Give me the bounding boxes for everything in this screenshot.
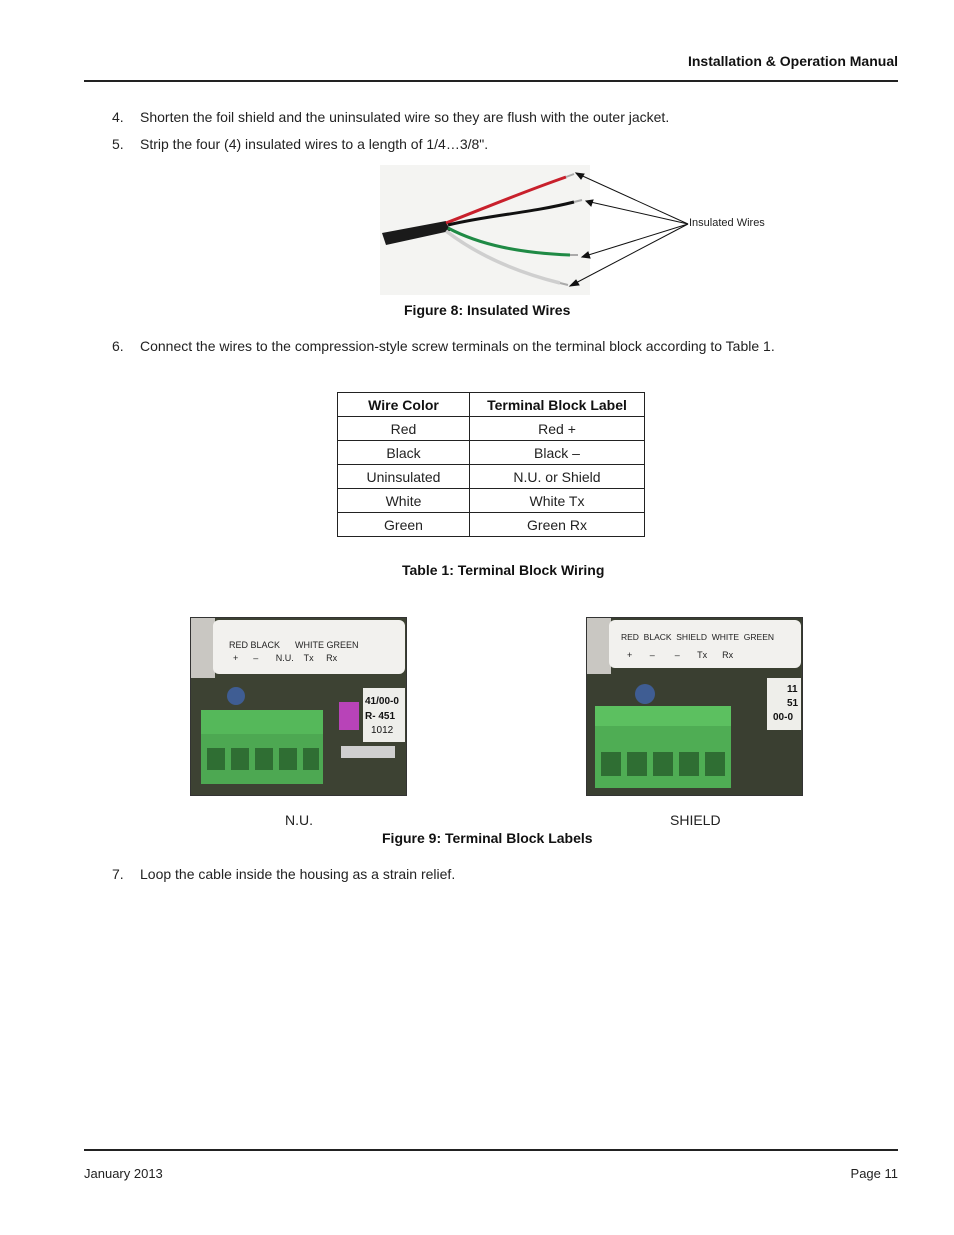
header-pins xyxy=(341,746,395,758)
step-5 xyxy=(112,136,488,152)
step-6 xyxy=(112,338,775,354)
table-cell: Uninsulated xyxy=(338,465,470,489)
table-row xyxy=(338,513,645,537)
table-cell: Red + xyxy=(470,417,645,441)
footer-page-number: Page 11 xyxy=(850,1166,898,1181)
header-rule xyxy=(84,80,898,82)
terminal-block-illustration xyxy=(587,618,802,795)
table-cell: Black xyxy=(338,441,470,465)
figure-9-caption: Figure 9: Terminal Block Labels xyxy=(382,830,593,846)
step-number: 4. xyxy=(112,109,124,125)
terminal-block-top xyxy=(595,706,731,726)
terminal-wiring-table xyxy=(337,392,645,537)
potentiometer xyxy=(227,687,245,705)
step-4 xyxy=(112,109,669,125)
table-cell: Green xyxy=(338,513,470,537)
table-cell: Black – xyxy=(470,441,645,465)
table-cell: N.U. or Shield xyxy=(470,465,645,489)
board-text: 00-0 xyxy=(773,712,794,723)
chip-component xyxy=(339,702,359,730)
table-row xyxy=(338,465,645,489)
table-cell: White xyxy=(338,489,470,513)
board-text: 11 xyxy=(787,684,798,695)
table-cell: Green Rx xyxy=(470,513,645,537)
insulated-wires-callout: Insulated Wires xyxy=(689,217,765,229)
step-text: Connect the wires to the compression-style screw terminals on the terminal block according to Table 1. xyxy=(140,338,775,354)
step-number: 7. xyxy=(112,866,124,882)
terminal-block-top xyxy=(201,710,323,734)
label-symbols: + – – Tx Rx xyxy=(627,650,734,660)
potentiometer xyxy=(635,684,655,704)
label-colors: RED BLACK SHIELD WHITE GREEN xyxy=(621,632,775,642)
footer-date: January 2013 xyxy=(84,1166,163,1181)
step-text: Shorten the foil shield and the uninsulated wire so they are flush with the outer jacket. xyxy=(140,109,670,125)
label-sticker xyxy=(609,620,801,668)
column-header: Wire Color xyxy=(338,393,470,417)
photo-label-shield: SHIELD xyxy=(670,812,721,828)
board-text: 51 xyxy=(787,698,799,709)
step-7 xyxy=(112,866,455,882)
label-symbols: + – N.U. Tx Rx xyxy=(233,653,338,663)
step-number: 6. xyxy=(112,338,124,354)
board-text: 41/00-0 xyxy=(365,696,399,707)
table-cell: White Tx xyxy=(470,489,645,513)
table-1-caption: Table 1: Terminal Block Wiring xyxy=(402,562,605,578)
table-row xyxy=(338,489,645,513)
table-row xyxy=(338,417,645,441)
insulated-wires-photo xyxy=(380,165,700,295)
column-header: Terminal Block Label xyxy=(470,393,645,417)
step-number: 5. xyxy=(112,136,124,152)
step-text: Strip the four (4) insulated wires to a length of 1/4…3/8". xyxy=(140,136,489,152)
footer-rule xyxy=(84,1149,898,1151)
table-row xyxy=(338,441,645,465)
table-header-row xyxy=(338,393,645,417)
terminal-block-photo-nu xyxy=(190,617,407,796)
photo-label-nu: N.U. xyxy=(285,812,313,828)
header-title: Installation & Operation Manual xyxy=(687,53,898,69)
step-text: Loop the cable inside the housing as a strain relief. xyxy=(140,866,456,882)
board-text: 1012 xyxy=(371,725,394,736)
board-text: R- 451 xyxy=(365,711,396,722)
label-colors: RED BLACK WHITE GREEN xyxy=(229,640,359,650)
terminal-block-photo-shield xyxy=(586,617,803,796)
leader-line-black xyxy=(586,201,688,224)
figure-8-caption: Figure 8: Insulated Wires xyxy=(404,302,571,318)
table-cell: Red xyxy=(338,417,470,441)
leader-line-red xyxy=(576,173,688,224)
